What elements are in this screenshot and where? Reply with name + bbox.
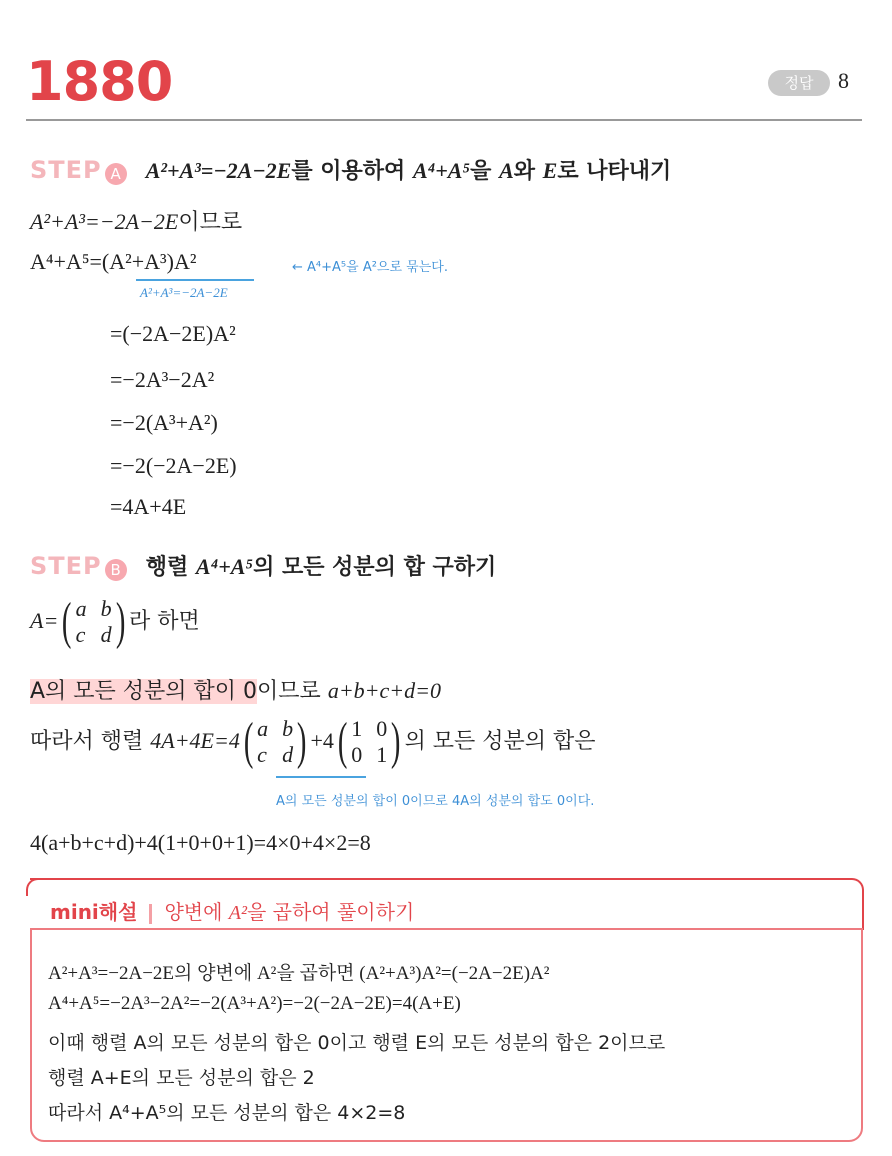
note-sub: A²+A³=−2A−2E: [140, 285, 228, 300]
thus-text: 따라서 행렬: [30, 729, 151, 754]
step-a-heading: [30, 154, 671, 185]
matrix-a-12: b: [100, 596, 112, 621]
step-b-badge: B: [105, 559, 127, 581]
line-a5: =−2(A³+A²): [110, 410, 218, 435]
mini-title-text-2: 을 곱하여 풀이하기: [246, 900, 415, 924]
paren-left: (: [243, 713, 254, 770]
underline-a2: [136, 279, 254, 281]
matrix-e-22: 1: [376, 742, 388, 767]
step-a-text-2: 을: [470, 159, 500, 184]
line-b-final: 4(a+b+c+d)+4(1+0+0+1)=4×0+4×2=8: [30, 830, 371, 855]
step-b-math: A⁴+A⁵: [195, 554, 254, 579]
line-a6: =−2(−2A−2E): [110, 453, 237, 478]
mini-line-1: A²+A³=−2A−2E의 양변에 A²을 곱하면 (A²+A³)A²=(−2A−2E)A²: [48, 963, 550, 984]
paren-left: (: [337, 713, 348, 770]
line-a1-math: A²+A³=−2A−2E: [30, 209, 179, 234]
line-a1: [30, 205, 242, 236]
step-a-math-1: A²+A³=−2A−2E: [145, 158, 292, 183]
step-b-heading: [30, 550, 496, 581]
step-b-text-1: 행렬: [145, 555, 196, 580]
step-b-text-2: 의 모든 성분의 합 구하기: [253, 555, 497, 580]
step-a-tag: STEP: [30, 156, 102, 184]
paren-right: ): [391, 713, 401, 770]
underline-b: [276, 776, 366, 778]
matrix-e-12: 0: [376, 716, 388, 741]
thus-math: 4A+4E=4: [150, 728, 240, 753]
thus-text-2: 의 모든 성분의 합은: [404, 729, 596, 754]
matrix-a2-12: b: [282, 716, 294, 741]
line-a3: =(−2A−2E)A²: [110, 321, 236, 346]
line-b-thus: [30, 713, 596, 770]
matrix-a-21: c: [75, 622, 86, 647]
matrix-a-22: d: [100, 622, 112, 647]
mini-label: mini해설: [50, 900, 138, 924]
sum-highlight: A의 모든 성분의 합이 0: [30, 679, 258, 704]
note-sum-zero: A의 모든 성분의 합이 0이므로 4A의 성분의 합도 0이다.: [276, 794, 595, 809]
matrix-def-lhs: A=: [30, 608, 59, 633]
matrix-a-11: a: [75, 596, 87, 621]
plus-four: +4: [310, 728, 334, 753]
mini-heading: [50, 896, 414, 925]
line-a1-text: 이므로: [178, 210, 243, 235]
mini-title-text: 양변에: [164, 900, 229, 924]
matrix-a2-22: d: [282, 742, 294, 767]
matrix-identity: [351, 717, 387, 767]
step-a-math-2: A⁴+A⁵: [412, 158, 471, 183]
header-divider: [26, 119, 862, 121]
step-a-math-4: E: [542, 158, 558, 183]
matrix-a: [76, 597, 112, 647]
mini-line-2: A⁴+A⁵=−2A³−2A²=−2(A³+A²)=−2(−2A−2E)=4(A+E): [48, 993, 461, 1014]
paren-right: ): [297, 713, 307, 770]
line-b-sum: [30, 674, 441, 705]
mini-title-math: A²: [228, 902, 247, 924]
sum-text: 이므로: [257, 679, 321, 704]
step-a-text-4: 로 나타내기: [557, 159, 672, 184]
line-a2: A⁴+A⁵=(A²+A³)A²: [30, 249, 197, 274]
paren-left: (: [62, 593, 72, 650]
matrix-a-2: [257, 717, 293, 767]
mini-line-4: 행렬 A+E의 모든 성분의 합은 2: [48, 1067, 315, 1089]
mini-divider: [149, 904, 152, 924]
step-a-badge: A: [105, 163, 127, 185]
mini-line-5: 따라서 A⁴+A⁵의 모든 성분의 합은 4×2=8: [48, 1102, 406, 1124]
step-a-text-1: 를 이용하여: [291, 159, 413, 184]
step-a-math-3: A: [499, 158, 514, 183]
matrix-a2-21: c: [257, 742, 267, 767]
problem-number: 1880: [26, 50, 173, 113]
step-a-text-3: 와: [513, 159, 543, 184]
matrix-a2-11: a: [257, 716, 269, 741]
mini-line-3: 이때 행렬 A의 모든 성분의 합은 0이고 행렬 E의 모든 성분의 합은 2이므로: [48, 1032, 666, 1054]
matrix-def-text: 라 하면: [128, 609, 200, 634]
matrix-e-11: 1: [351, 716, 363, 741]
note-factor: ← A⁴+A⁵을 A²으로 묶는다.: [292, 260, 448, 275]
step-b-tag: STEP: [30, 552, 102, 580]
answer-badge: 정답: [768, 70, 830, 96]
paren-right: ): [115, 593, 126, 650]
matrix-e-21: 0: [351, 742, 363, 767]
line-a4: =−2A³−2A²: [110, 367, 215, 392]
line-b-matrix-def: [30, 593, 200, 650]
answer-value: 8: [838, 68, 849, 93]
line-a7: =4A+4E: [110, 494, 187, 519]
sum-math: a+b+c+d=0: [327, 678, 441, 703]
